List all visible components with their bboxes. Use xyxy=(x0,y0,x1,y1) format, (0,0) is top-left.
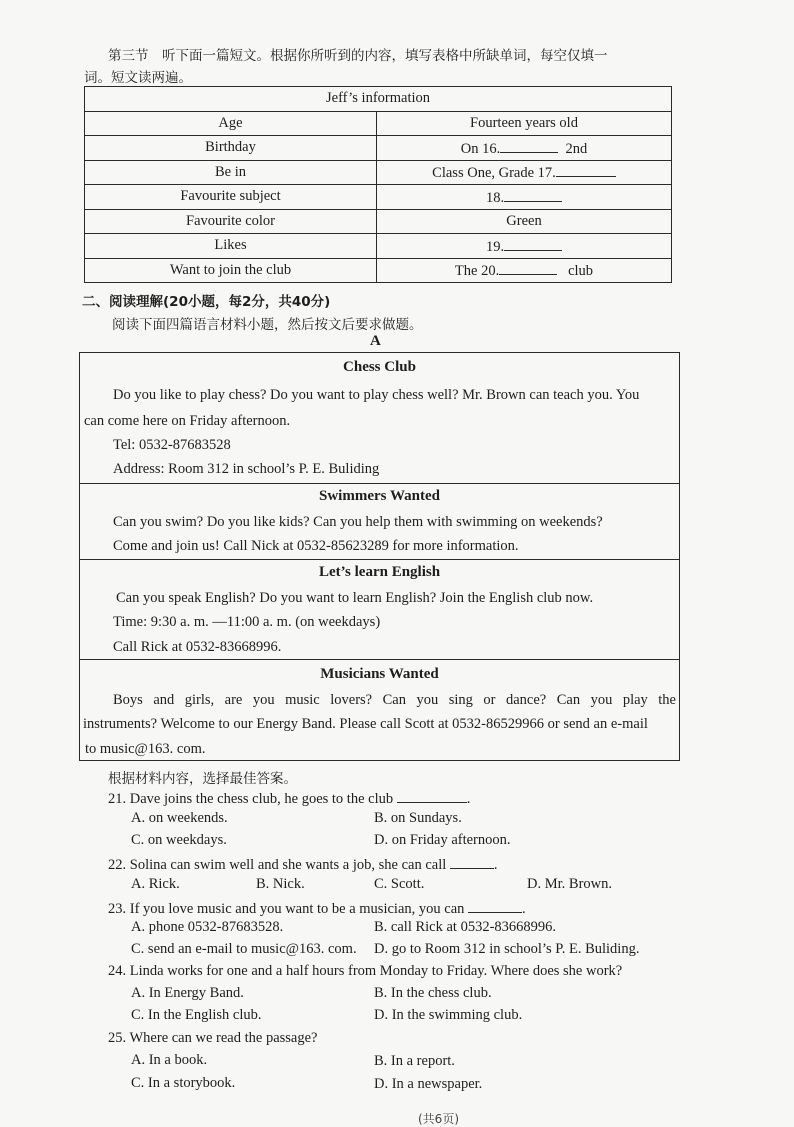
ad-title: Chess Club xyxy=(343,359,416,375)
table-row xyxy=(85,185,672,210)
answer-blank[interactable] xyxy=(556,162,616,177)
passage-letter: A xyxy=(370,333,381,349)
section3-heading: 第三节 听下面一篇短文。根据你所听到的内容，填写表格中所缺单词，每空仅填一 xyxy=(108,48,608,64)
answer-blank[interactable] xyxy=(500,138,558,153)
option[interactable]: C. send an e-mail to music@163. com. xyxy=(131,941,357,957)
row-label: Favourite subject xyxy=(85,185,377,210)
row-value: Green xyxy=(377,209,672,234)
musicians-ad xyxy=(79,659,680,761)
option[interactable]: C. Scott. xyxy=(374,876,425,892)
table-row xyxy=(85,160,672,185)
option[interactable]: A. on weekends. xyxy=(131,810,228,826)
option[interactable]: B. on Sundays. xyxy=(374,810,462,826)
option[interactable]: D. In the swimming club. xyxy=(374,1007,523,1023)
table-row xyxy=(85,234,672,259)
option[interactable]: A. In Energy Band. xyxy=(131,985,244,1001)
row-value: 18. xyxy=(377,185,672,210)
row-value: On 16. 2nd xyxy=(377,136,672,161)
option[interactable]: D. Mr. Brown. xyxy=(527,876,612,892)
answer-blank[interactable] xyxy=(450,854,494,869)
row-label: Birthday xyxy=(85,136,377,161)
row-label: Likes xyxy=(85,234,377,259)
ad-text: to music@163. com. xyxy=(85,741,206,757)
question-stem: 24. Linda works for one and a half hours from Monday to Friday. Where does she work? xyxy=(108,963,623,979)
option[interactable]: C. In the English club. xyxy=(131,1007,262,1023)
row-value: The 20. club xyxy=(377,258,672,283)
table-row xyxy=(85,258,672,283)
answer-blank[interactable] xyxy=(468,898,522,913)
table-row xyxy=(85,136,672,161)
ad-title: Swimmers Wanted xyxy=(319,488,440,504)
option[interactable]: D. on Friday afternoon. xyxy=(374,832,511,848)
option[interactable]: A. phone 0532-87683528. xyxy=(131,919,284,935)
ad-text: Can you speak English? Do you want to learn English? Join the English club now. xyxy=(116,590,594,606)
option[interactable]: D. go to Room 312 in school’s P. E. Buliding. xyxy=(374,941,640,957)
row-label: Favourite color xyxy=(85,209,377,234)
table-row xyxy=(85,209,672,234)
question-stem: 23. If you love music and you want to be a musician, you can . xyxy=(108,898,526,918)
row-label: Age xyxy=(85,111,377,136)
ad-text: Do you like to play chess? Do you want to play chess well? Mr. Brown can teach you. You xyxy=(113,387,640,403)
option[interactable]: C. on weekdays. xyxy=(131,832,227,848)
ad-text: Boys and girls, are you music lovers? Can you sing or dance? Can you play the xyxy=(113,692,676,708)
ad-time: Time: 9:30 a. m. —11:00 a. m. (on weekdays) xyxy=(113,614,381,630)
option[interactable]: B. call Rick at 0532-83668996. xyxy=(374,919,557,935)
answer-blank[interactable] xyxy=(504,236,562,251)
row-value: 19. xyxy=(377,234,672,259)
questions-instruction: 根据材料内容，选择最佳答案。 xyxy=(108,771,297,787)
ad-text: can come here on Friday afternoon. xyxy=(84,413,291,429)
section3-heading-cont: 词。短文读两遍。 xyxy=(84,70,192,86)
answer-blank[interactable] xyxy=(499,260,557,275)
table-row xyxy=(85,111,672,136)
english-club-ad xyxy=(79,559,680,660)
ad-title: Let’s learn English xyxy=(318,564,441,580)
row-value: Fourteen years old xyxy=(377,111,672,136)
ad-address: Address: Room 312 in school’s P. E. Buliding xyxy=(113,461,380,477)
page-footer: (共6页) xyxy=(418,1112,459,1126)
answer-blank[interactable] xyxy=(397,788,467,803)
answer-blank[interactable] xyxy=(504,187,562,202)
ad-text: instruments? Welcome to our Energy Band. Please call Scott at 0532-86529966 or send an e-mail xyxy=(83,716,648,732)
table-title: Jeff’s information xyxy=(85,87,672,112)
option[interactable]: A. Rick. xyxy=(131,876,180,892)
option[interactable]: B. Nick. xyxy=(256,876,305,892)
row-label: Be in xyxy=(85,160,377,185)
row-label: Want to join the club xyxy=(85,258,377,283)
part2-heading: 二、阅读理解(20小题，每2分，共40分) xyxy=(82,294,331,310)
ad-text: Can you swim? Do you like kids? Can you help them with swimming on weekends? xyxy=(113,514,603,530)
ad-tel: Tel: 0532-87683528 xyxy=(113,437,231,453)
option[interactable]: C. In a storybook. xyxy=(131,1075,236,1091)
ad-title: Musicians Wanted xyxy=(320,666,439,682)
jeff-info-table xyxy=(84,86,672,283)
option[interactable]: D. In a newspaper. xyxy=(374,1076,483,1092)
option[interactable]: B. In a report. xyxy=(374,1053,455,1069)
row-value: Class One, Grade 17. xyxy=(377,160,672,185)
option[interactable]: B. In the chess club. xyxy=(374,985,492,1001)
part2-instruction: 阅读下面四篇语言材料小题，然后按文后要求做题。 xyxy=(112,317,423,333)
option[interactable]: A. In a book. xyxy=(131,1052,208,1068)
ad-call: Call Rick at 0532-83668996. xyxy=(113,639,282,655)
question-stem: 22. Solina can swim well and she wants a job, she can call . xyxy=(108,854,498,874)
swimmers-ad xyxy=(79,483,680,560)
ad-text: Come and join us! Call Nick at 0532-85623289 for more information. xyxy=(113,538,519,554)
question-stem: 25. Where can we read the passage? xyxy=(108,1030,318,1046)
chess-club-ad xyxy=(79,352,680,484)
question-stem: 21. Dave joins the chess club, he goes to the club . xyxy=(108,788,470,808)
